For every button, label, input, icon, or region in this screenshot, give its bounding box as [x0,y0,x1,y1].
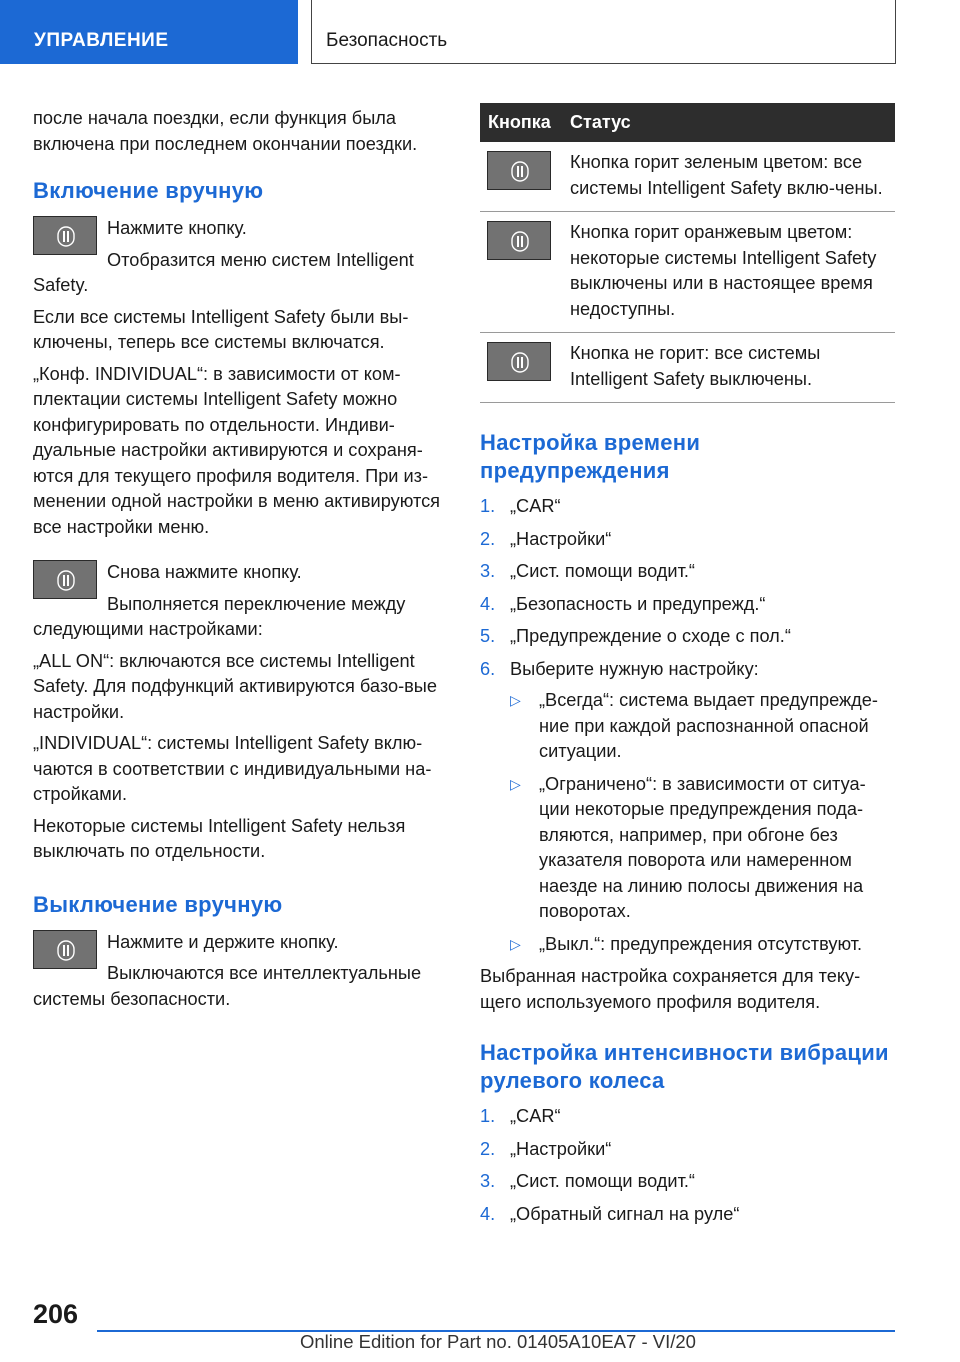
list-item [510,688,895,765]
step-number: 4. [480,593,496,614]
footer-edition: Online Edition for Part no. 01405A10EA7 - VI/20 [300,1331,696,1352]
chapter-title: Безопасность [326,30,448,51]
intelligent-safety-button-icon [487,221,551,260]
intelligent-safety-icon [57,940,75,961]
step-number: 1. [480,1106,496,1126]
step-number: 2. [480,528,496,549]
list-item [480,1169,895,1195]
step-text: „Предупреждение о сходе с пол.“ [510,626,791,646]
intelligent-safety-icon [511,161,529,182]
intelligent-safety-icon [57,570,75,591]
page-number: 206 [33,1299,79,1329]
intelligent-safety-icon [511,352,529,373]
step-number: 3. [480,1171,496,1191]
col-header-status: Статус [570,103,895,142]
step-text: Выберите нужную настройку: [510,658,759,679]
section-warning-time [480,429,895,1015]
section-vibration [480,1039,895,1227]
col-header-button: Кнопка [480,103,570,142]
heading-manual-off: Выключение вручную [33,891,283,917]
list-item [480,657,895,958]
heading-vibration: Настройка интенсивности вибрации рулевого колеса [480,1040,889,1093]
setting-saved-text: Выбранная настройка сохраняется для теку-щего используемого профиля водителя. [480,966,861,1012]
list-item [480,1137,895,1163]
step-text: „Настройки“ [510,1138,612,1159]
step-text: „Обратный сигнал на руле“ [510,1203,740,1224]
cannot-disable-text: Некоторые системы Intelligent Safety нельзя выключать по отдельности. [33,815,406,861]
chapter-tab[interactable] [311,0,896,64]
step-number: 2. [480,1138,496,1159]
step-text: „Сист. помощи водит.“ [510,561,695,581]
list-item [480,1202,895,1228]
section-manual-on [33,177,447,865]
option-text: „Ограничено“: в зависимости от ситуа-ции некоторые предупреждения пода-вляются, например, при обгоне без указателя поворота или намеренном наезде на линию полосы движения на поворотах. [539,773,866,921]
all-off-text: Если все системы Intelligent Safety были вы-ключены, теперь все системы включатся. [33,306,409,352]
step-text: „Безопасность и предупрежд.“ [510,593,766,614]
step-number: 4. [480,1203,496,1224]
intelligent-safety-button-icon [487,342,551,381]
list-item [510,932,895,958]
table-row [480,333,895,403]
vibration-steps [480,1104,895,1227]
table-cell-icon [480,142,570,212]
option-text: „Выкл.“: предупреждения отсутствуют. [539,933,863,954]
press-hold-text: Нажмите и держите кнопку. [107,931,339,952]
list-item [480,559,895,585]
intro-text: после начала поездки, если функция была включена при последнем окончании поездки. [33,108,418,154]
list-item [480,527,895,553]
table-row [480,142,895,212]
intelligent-safety-icon [511,231,529,252]
list-item [480,494,895,520]
off-text: Выключаются все интеллектуальные системы безопасности. [33,963,422,1009]
list-item [480,592,895,618]
step-number: 6. [480,658,496,679]
intelligent-safety-button-icon [33,216,97,255]
config-individual-text: „Конф. INDIVIDUAL“: в зависимости от ком-плектации системы Intelligent Safety можно конфигурировать по отдельности. Индиви-дуальные настройки активируются и сохраня-ются для текущего профиля водителя. При из-менении одной настройки в меню активируются все настройки меню. [33,363,441,537]
menu-text: Отобразится меню систем Intelligent Safety. [33,249,414,295]
list-item [510,772,895,925]
table-cell-status: Кнопка не горит: все системы Intelligent Safety выключены. [570,333,895,403]
status-table [480,103,895,403]
triangle-right-icon: ▷ [510,692,521,708]
switch-text: Выполняется переключение между следующими настройками: [33,593,406,639]
step-text: „Настройки“ [510,528,612,549]
table-header-row [480,103,895,142]
left-column [33,106,447,1018]
heading-warning-time: Настройка времени предупреждения [480,430,701,483]
table-cell-status: Кнопка горит зеленым цветом: все системы Intelligent Safety вклю-чены. [570,142,895,212]
right-column [480,103,895,1234]
intelligent-safety-button-icon [33,930,97,969]
section-title: УПРАВЛЕНИЕ [34,30,169,51]
intelligent-safety-button-icon [487,151,551,190]
list-item [480,1104,895,1130]
triangle-right-icon: ▷ [510,935,521,952]
step-number: 3. [480,561,496,581]
step-number: 1. [480,496,496,516]
press-again-text: Снова нажмите кнопку. [107,562,302,582]
step-text: „CAR“ [510,496,561,516]
section-tab[interactable] [0,0,298,64]
press-button-text: Нажмите кнопку. [107,218,247,238]
table-cell-status: Кнопка горит оранжевым цветом: некоторые системы Intelligent Safety выключены или в настоящее время недоступны. [570,212,895,333]
all-on-text: „ALL ON“: включаются все системы Intelligent Safety. Для подфункций активируются базо-вые настройки. [33,650,437,722]
step-text: „Сист. помощи водит.“ [510,1171,695,1191]
warning-options [510,688,895,957]
table-cell-icon [480,333,570,403]
warning-time-steps [480,494,895,957]
step-number: 5. [480,626,496,646]
list-item [480,624,895,650]
option-text: „Всегда“: система выдает предупрежде-ние при каждой распознанной опасной ситуации. [539,690,878,761]
heading-manual-on: Включение вручную [33,178,264,203]
intelligent-safety-button-icon [33,560,97,599]
triangle-right-icon: ▷ [510,775,521,792]
step-text: „CAR“ [510,1106,561,1126]
table-row [480,212,895,333]
table-cell-icon [480,212,570,333]
intelligent-safety-icon [57,226,75,247]
individual-text: „INDIVIDUAL“: системы Intelligent Safety вклю-чаются в соответствии с индивидуальными на-стройками. [33,733,432,804]
section-manual-off [33,891,447,1013]
